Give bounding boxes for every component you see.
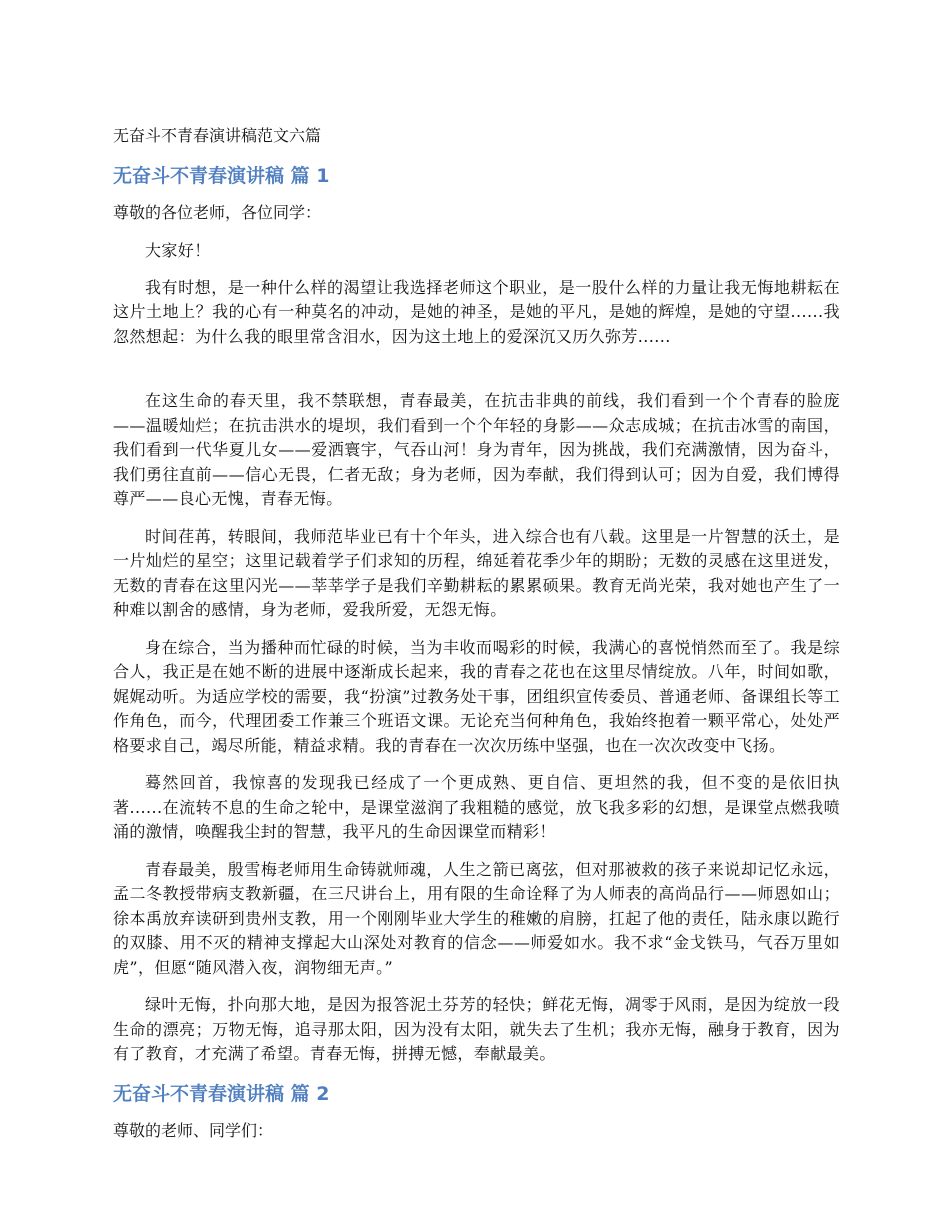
paragraph: 蓦然回首，我惊喜的发现我已经成了一个更成熟、更自信、更坦然的我，但不变的是依旧执著......在流转不息的生命之轮中，是课堂滋润了我粗糙的感觉，放飞我多彩的幻想，是课堂点燃我喷涌的激情，唤醒我尘封的智慧，我平凡的生命因课堂而精彩！ [113, 773, 840, 841]
document-title: 无奋斗不青春演讲稿范文六篇 [113, 126, 322, 145]
section-heading: 无奋斗不青春演讲稿 篇 2 [113, 1082, 330, 1105]
paragraph-greeting: 大家好！ [145, 241, 211, 260]
paragraph: 青春最美，殷雪梅老师用生命铸就师魂，人生之箭已离弦，但对那被救的孩子来说却记忆永远，孟二冬教授带病支教新疆，在三尺讲台上，用有限的生命诠释了为人师表的高尚品行——师恩如山；徐本禹放弃读研到贵州支教，用一个刚刚毕业大学生的稚嫩的肩膀，扛起了他的责任，陆永康以跪行的双膝、用不灭的精神支撑起大山深处对教育的信念——师爱如水。我不求“金戈铁马，气吞万里如虎”，但愿“随风潜入夜，润物细无声。” [113, 859, 840, 977]
paragraph: 在这生命的春天里，我不禁联想，青春最美，在抗击非典的前线，我们看到一个个青春的脸庞——温暖灿烂；在抗击洪水的堤坝，我们看到一个个年轻的身影——众志成城；在抗击冰雪的南国，我们看到一代华夏儿女——爱洒寰宇，气吞山河！身为青年，因为挑战，我们充满激情，因为奋斗，我们勇往直前——信心无畏，仁者无敌；身为老师，因为奉献，我们得到认可；因为自爱，我们博得尊严——良心无愧，青春无悔。 [113, 391, 840, 508]
paragraph: 我有时想，是一种什么样的渴望让我选择老师这个职业，是一股什么样的力量让我无悔地耕耘在这片土地上？我的心有一种莫名的冲动，是她的神圣，是她的平凡，是她的辉煌，是她的守望......我忽然想起：为什么我的眼里常含泪水，因为这土地上的爱深沉又历久弥芳...... [113, 277, 840, 346]
salutation: 尊敬的各位老师，各位同学： [113, 203, 322, 222]
section-1 [113, 162, 840, 1067]
paragraph: 绿叶无悔，扑向那大地，是因为报答泥土芬芳的轻快；鲜花无悔，凋零于风雨，是因为绽放一段生命的漂亮；万物无悔，追寻那太阳，因为没有太阳，就失去了生机；我亦无悔，融身于教育，因为有了教育，才充满了希望。青春无悔，拼搏无憾，奉献最美。 [113, 995, 840, 1063]
document-page [113, 122, 840, 1157]
paragraph: 身在综合，当为播种而忙碌的时候，当为丰收而喝彩的时候，我满心的喜悦悄然而至了。我是综合人，我正是在她不断的进展中逐渐成长起来，我的青春之花也在这里尽情绽放。八年，时间如歌，娓娓动听。为适应学校的需要，我“扮演”过教务处干事，团组织宣传委员、普通老师、备课组长等工作角色，而今，代理团委工作兼三个班语文课。无论充当何种角色，我始终抱着一颗平常心，处处严格要求自己，竭尽所能，精益求精。我的青春在一次次历练中坚强，也在一次次改变中飞扬。 [113, 637, 840, 755]
section-heading: 无奋斗不青春演讲稿 篇 1 [113, 165, 330, 187]
section-2 [113, 1080, 840, 1145]
paragraph: 时间荏苒，转眼间，我师范毕业已有十个年头，进入综合也有八载。这里是一片智慧的沃土，是一片灿烂的星空；这里记载着学子们求知的历程，绵延着花季少年的期盼；无数的灵感在这里迸发，无数的青春在这里闪光——莘莘学子是我们辛勤耕耘的累累硕果。教育无尚光荣，我对她也产生了一种难以割舍的感情，身为老师，爱我所爱，无怨无悔。 [113, 526, 840, 619]
salutation: 尊敬的老师、同学们： [113, 1120, 274, 1140]
